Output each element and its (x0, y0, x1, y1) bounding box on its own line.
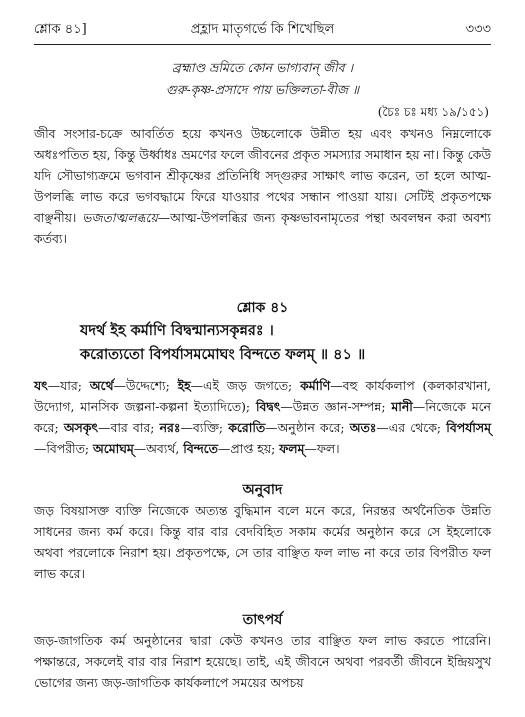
intro-paragraph (34, 123, 491, 249)
quote-reference: (চৈঃ চঃ মধ্য ১৯/১৫১) (377, 105, 489, 119)
purport-heading: তাৎপর্য (242, 612, 283, 628)
summary-text: —আত্ম-উপলব্ধির জন্য কৃষ্ণভাবনামৃতের পন্থা অবলম্বন করা অবশ্য কর্তব্য। (34, 210, 491, 246)
summary-line (34, 210, 491, 246)
synonym-word: অতঃ (349, 420, 377, 435)
synonym-word: ইহ (177, 378, 191, 393)
synonym-meaning: —বিপরীত; (34, 441, 90, 456)
synonym-word: বিন্দতে (183, 441, 218, 456)
synonym-meaning: —বার বার; (98, 420, 155, 435)
header-divider (34, 44, 491, 45)
synonym-word: করোতি (228, 420, 266, 435)
synonym-meaning: —উন্নত জ্ঞান-সম্পন্ন; (280, 399, 386, 414)
synonym-meaning: —অব্যর্থ, (133, 441, 180, 456)
synonym-meaning: —অনুষ্ঠান করে; (265, 420, 345, 435)
intro-paragraph-text: জীব সংসার-চক্রে আবর্তিত হয়ে কখনও উচ্চলোকে উন্নীত হয় এবং কখনও নিম্নলোকে অধঃপতিত হয়, কিন্তু উর্ধ্বাধঃ ভ্রমণের ফলে জীবনের প্রকৃত সমস্যার সমাধান হয় না। কিন্তু কেউ যদি সৌভাগ্যক্রমে ভগবান শ্রীকৃষ্ণের প্রতিনিধি সদ্গুরুর সাক্ষাৎ লাভ করেন, তা হলে আত্ম-উপলব্ধি লাভ করে ভগবদ্ধামে ফিরে যাওয়ার পথের সন্ধান পাওয়া যায়। সেটিই প্রকৃতপক্ষে বাঞ্ছনীয়। (34, 126, 491, 225)
synonym-word: বিপর্যাসম্ (446, 420, 491, 435)
synonym-word: কর্মাণি (300, 378, 331, 393)
summary-keyword: ভজতাত্মলব্ধয়ে (82, 210, 158, 225)
header-chapter-title: প্রহ্লাদ মাতৃগর্ভে কি শিখেছিল (190, 22, 335, 37)
synonym-word: অর্থে (89, 378, 114, 393)
header-verse-ref: শ্লোক ৪১] (34, 22, 87, 37)
translation-heading: অনুবাদ (242, 482, 283, 498)
quote-line-1: ব্রহ্মাণ্ড ভ্রমিতে কোন ভাগ্যবান্ জীব । (171, 60, 354, 75)
running-header (34, 20, 491, 40)
quote-line-2: গুরু-কৃষ্ণ-প্রসাদে পায় ভক্তিলতা-বীজ ॥ (165, 82, 360, 97)
synonym-meaning: —নিজেকে মনে করে; (34, 399, 491, 435)
verse-line-2: করোত্যতো বিপর্যাসমমোঘং বিন্দতে ফলম্ ॥ ৪১ ॥ (80, 346, 366, 363)
synonym-word: যৎ (34, 378, 48, 393)
synonym-meaning: —প্রাপ্ত হয়; (217, 441, 276, 456)
synonym-word: অসকৃৎ (63, 420, 99, 435)
synonym-word: ফলম্ (279, 441, 305, 456)
verse-heading: শ্লোক ৪১ (236, 300, 289, 316)
synonym-meaning: —যার; (47, 378, 82, 393)
page-number: ৩৩৩ (465, 22, 491, 37)
synonym-meaning: —ব্যক্তি; (180, 420, 224, 435)
synonym-word: অমোঘম্ (93, 441, 134, 456)
verse-line-1: যদর্থ ইহ কর্মাণি বিদ্বন্মান্যসকৃন্নরঃ । (80, 322, 274, 339)
synonyms-paragraph (34, 375, 491, 459)
synonym-meaning: —ফল। (304, 441, 340, 456)
synonym-meaning: —এর থেকে; (376, 420, 442, 435)
purport-paragraph: জড়-জাগতিক কর্ম অনুষ্ঠানের দ্বারা কেউ কখনও তার বাঞ্ছিত ফল লাভ করতে পারেনি। পক্ষান্তরে, সকলেই বার বার নিরাশ হয়েছে। তাই, এই জীবনে অথবা পরবর্তী জীবনে ইন্দ্রিয়সুখ ভোগের জন্য জড়-জাগতিক কার্যকলাপে সময়ের অপচয় (34, 633, 491, 690)
synonym-word: মানী (391, 399, 413, 414)
synonym-meaning: —বহু কার্যকলাপ (কলকারখানা, উদ্যোগ, মানসিক জল্পনা-কল্পনা ইত্যাদিতে); (34, 378, 491, 414)
translation-paragraph: জড় বিষয়াসক্ত ব্যক্তি নিজেকে অত্যন্ত বুদ্ধিমান বলে মনে করে, নিরন্তর অর্থনৈতিক উন্নতি সাধনের জন্য কর্ম করে। কিন্তু বার বার বেদবিহিত সকাম কর্মের অনুষ্ঠান করে সে ইহলোকে অথবা পরলোকে নিরাশ হয়। প্রকৃতপক্ষে, সে তার বাঞ্ছিত ফল লাভ না করে তার বিপরীত ফল লাভ করে। (34, 503, 491, 581)
synonym-word: বিদ্বৎ (255, 399, 281, 414)
synonym-meaning: —এই জড় জগতে; (190, 378, 293, 393)
synonym-word: নরঃ (159, 420, 181, 435)
synonym-meaning: —উদ্দেশ্যে; (113, 378, 170, 393)
